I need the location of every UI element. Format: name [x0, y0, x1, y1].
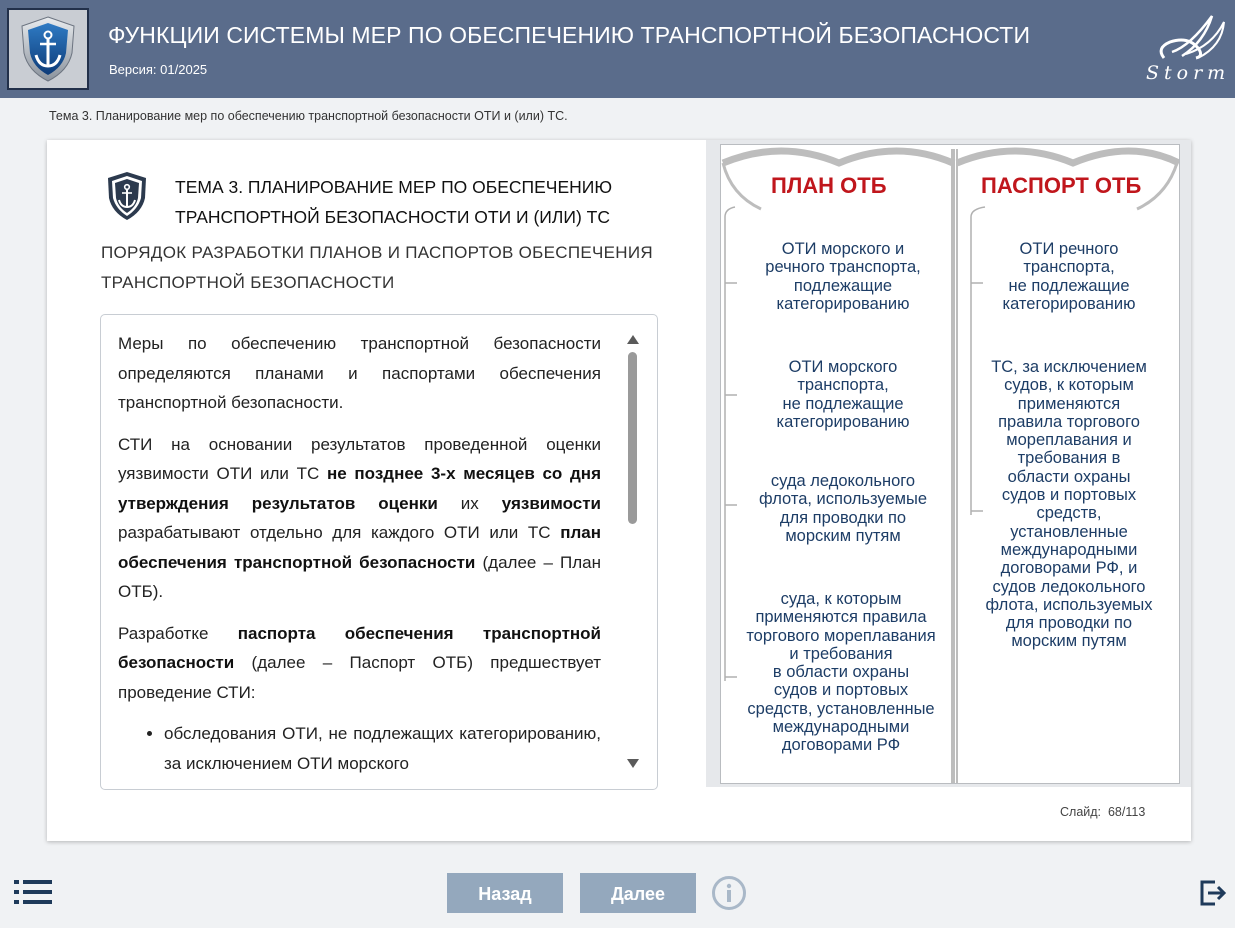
scrollbar-thumb[interactable]: [628, 352, 637, 524]
plan-item: ОТИ морского и речного транспорта, подлежащие категорированию: [765, 240, 921, 313]
plan-item: суда ледокольного флота, используемые для проводки по морским путям: [759, 472, 927, 545]
plan-item: суда, к которым применяются правила торгового мореплавания и требования в области охраны судов и портовых средств, установленные международными договорами РФ: [746, 590, 936, 755]
course-title: ФУНКЦИИ СИСТЕМЫ МЕР ПО ОБЕСПЕЧЕНИЮ ТРАНСПОРТНОЙ БЕЗОПАСНОСТИ: [108, 22, 1031, 48]
paragraph: [118, 329, 601, 418]
info-icon[interactable]: [711, 875, 747, 911]
text: (далее – Паспорт ОТБ) предшествует проведение СТИ:: [118, 653, 601, 702]
passport-item: ТС, за исключением судов, к которым применяются правила торгового мореплавания и требования в области охраны судов и портовых средств, установленные международными договорами РФ, и судов ледокольного флота, используемых для проводки по морским путям: [985, 358, 1153, 651]
bold-text: не позднее 3-х месяцев со дня утверждения результатов оценки: [118, 464, 601, 513]
back-button[interactable]: Назад: [447, 873, 563, 913]
app-header: [0, 0, 1235, 98]
body-text: [118, 329, 601, 778]
section-title-line: ТРАНСПОРТНОЙ БЕЗОПАСНОСТИ: [101, 273, 395, 292]
text: Меры по обеспечению транспортной безопасности определяются планами и паспортами обеспечения транспортной безопасности.: [118, 334, 601, 412]
passport-item: ОТИ речного транспорта, не подлежащие категорированию: [1002, 240, 1136, 313]
slide-counter: [1060, 805, 1145, 819]
breadcrumb: Тема 3. Планирование мер по обеспечению транспортной безопасности ОТИ и (или) ТС.: [49, 109, 568, 123]
list-menu-icon[interactable]: [14, 880, 52, 904]
passport-header: ПАСПОРТ ОТБ: [981, 173, 1142, 198]
slide-label: Слайд:: [1060, 805, 1102, 819]
bold-text: план обеспечения транспортной безопасности: [118, 523, 601, 572]
section-title: [101, 238, 661, 298]
bold-text: уязвимости: [501, 493, 601, 513]
slide-card: [47, 140, 1191, 841]
slide-separator: /: [1121, 805, 1126, 819]
anchor-shield-icon: [105, 170, 149, 222]
topic-title: [175, 172, 645, 232]
course-version: Версия: 01/2025: [109, 62, 208, 77]
topic-title-line: ТРАНСПОРТНОЙ БЕЗОПАСНОСТИ ОТИ И (ИЛИ) ТС: [175, 207, 610, 227]
scrollable-text-box[interactable]: [100, 314, 658, 790]
text: разрабатывают отдельно для каждого ОТИ или ТС: [118, 523, 561, 542]
bullet-list: [118, 719, 601, 778]
list-item: • обследования ОТИ, не подлежащих категорированию, за исключением ОТИ морского: [164, 719, 601, 778]
plan-header: ПЛАН ОТБ: [771, 173, 887, 198]
diagram-frame: [720, 144, 1180, 784]
topic-title-line: ТЕМА 3. ПЛАНИРОВАНИЕ МЕР ПО ОБЕСПЕЧЕНИЮ: [175, 177, 613, 197]
text: их: [437, 493, 502, 513]
plan-item: ОТИ морского транспорта, не подлежащие категорированию: [776, 358, 910, 431]
course-logo: [7, 8, 89, 90]
exit-icon[interactable]: [1199, 879, 1227, 907]
slide-total: 113: [1125, 805, 1146, 819]
paragraph: [118, 619, 601, 708]
next-button[interactable]: Далее: [580, 873, 696, 913]
section-title-line: ПОРЯДОК РАЗРАБОТКИ ПЛАНОВ И ПАСПОРТОВ ОБЕСПЕЧЕНИЯ: [101, 243, 653, 262]
paragraph: [118, 430, 601, 607]
slide-current: 68: [1107, 805, 1122, 819]
bold-text: паспорта обеспечения транспортной безопасности: [118, 623, 601, 672]
text: (далее – План ОТБ).: [118, 552, 602, 601]
text: СТИ на основании результатов проведенной оценки уязвимости ОТИ или ТС: [118, 434, 601, 483]
scroll-up-arrow[interactable]: [627, 335, 639, 344]
anchor-shield-icon: [12, 13, 84, 85]
diagram-image: [706, 140, 1191, 787]
brand-name: Storm: [1146, 62, 1231, 84]
text: Разработке: [118, 623, 238, 643]
scroll-down-arrow[interactable]: [627, 759, 639, 768]
